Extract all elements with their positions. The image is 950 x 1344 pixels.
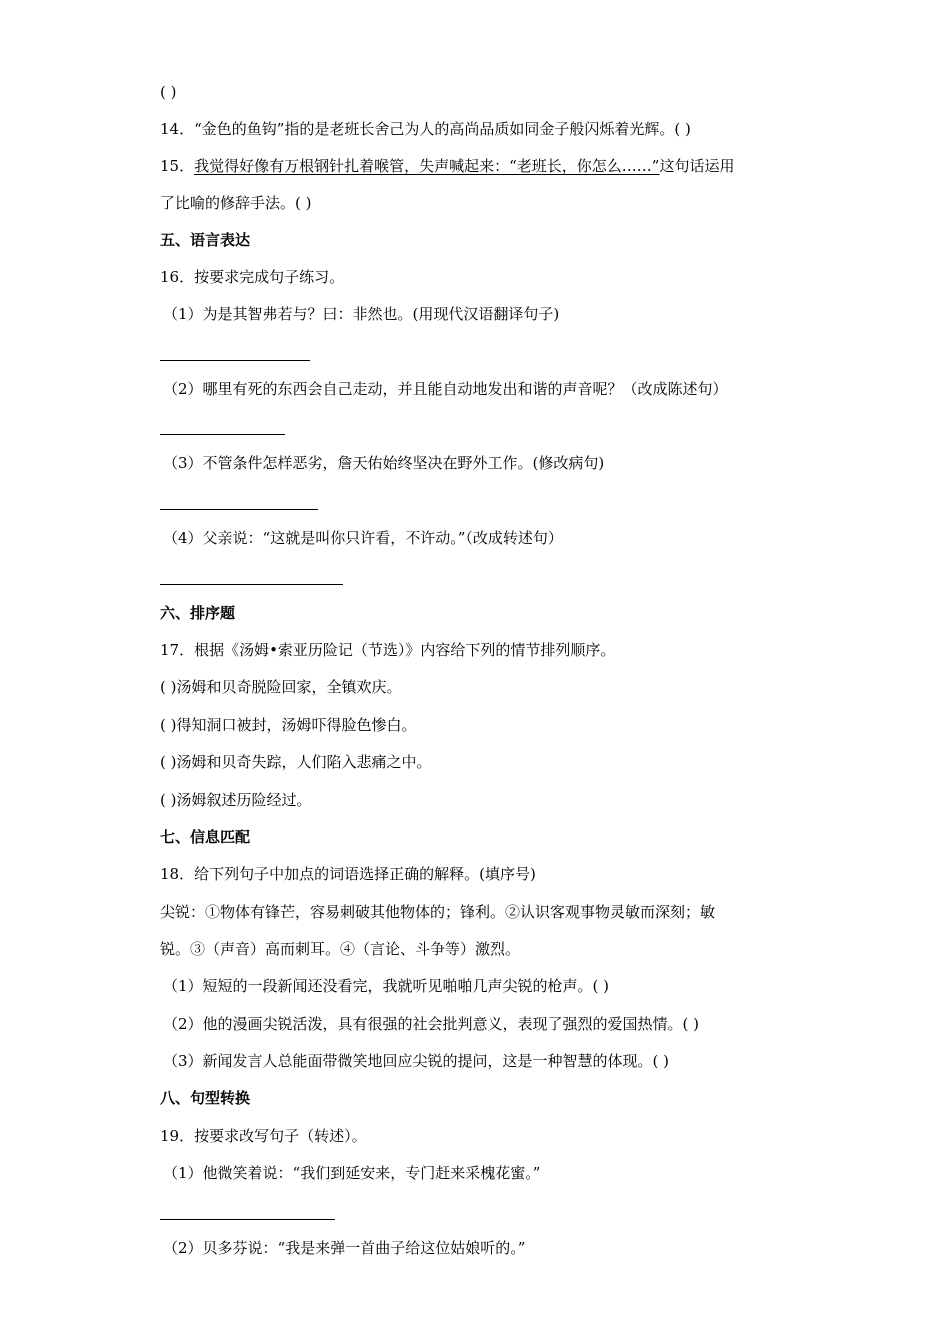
section-7-heading: 七、信息匹配 [160, 828, 251, 846]
question-18-1: （1）短短的一段新闻还没看完，我就听见啪啪几声尖锐的枪声。( ) [163, 977, 610, 995]
question-16-1: （1）为是其智弗若与？曰：非然也。(用现代汉语翻译句子) [163, 305, 560, 323]
question-18: 18．给下列句子中加点的词语选择正确的解释。(填序号) [160, 865, 536, 883]
question-18-3: （3）新闻发言人总能面带微笑地回应尖锐的提问，这是一种智慧的体现。( ) [163, 1052, 670, 1070]
question-17: 17．根据《汤姆•索亚历险记（节选）》内容给下列的情节排列顺序。 [160, 641, 616, 659]
question-17-item-d: ( )汤姆叙述历险经过。 [160, 791, 312, 809]
question-16-4: （4）父亲说：“这就是叫你只许看，不许动。”（改成转述句） [163, 529, 563, 547]
answer-line-16-1[interactable] [160, 360, 310, 361]
question-15 [160, 156, 734, 176]
question-17-item-a: ( )汤姆和贝奇脱险回家，全镇欢庆。 [160, 678, 402, 696]
section-5-heading: 五、语言表达 [160, 231, 251, 249]
question-18-definition-line-1: 尖锐：①物体有锋芒，容易刺破其他物体的；锋利。②认识客观事物灵敏而深刻；敏 [160, 903, 716, 921]
question-15-line-2: 了比喻的修辞手法。( ) [160, 194, 312, 212]
question-15-underlined-sentence: 我觉得好像有万根钢针扎着喉管，失声喊起来：“老班长，你怎么……” [194, 157, 660, 175]
question-17-item-c: ( )汤姆和贝奇失踪，人们陷入悲痛之中。 [160, 753, 432, 771]
answer-line-19-1[interactable] [160, 1219, 335, 1220]
question-17-item-b: ( )得知洞口被封，汤姆吓得脸色惨白。 [160, 716, 417, 734]
question-16-3: （3）不管条件怎样恶劣，詹天佑始终坚决在野外工作。(修改病句) [163, 454, 605, 472]
question-14: 14．“金色的鱼钩”指的是老班长舍己为人的高尚品质如同金子般闪烁着光辉。( ) [160, 120, 691, 138]
section-6-heading: 六、排序题 [160, 604, 236, 622]
question-19: 19．按要求改写句子（转述）。 [160, 1127, 367, 1145]
question-16: 16．按要求完成句子练习。 [160, 268, 345, 286]
answer-paren-continued: ( ) [160, 83, 177, 101]
section-8-heading: 八、句型转换 [160, 1089, 251, 1107]
answer-line-16-4[interactable] [160, 584, 343, 585]
answer-line-16-2[interactable] [160, 434, 285, 435]
question-15-number: 15． [160, 157, 195, 175]
question-19-1: （1）他微笑着说：“我们到延安来，专门赶来采槐花蜜。” [163, 1164, 541, 1182]
question-18-definition-line-2: 锐。③（声音）高而刺耳。④（言论、斗争等）激烈。 [160, 940, 521, 958]
question-16-2: （2）哪里有死的东西会自己走动，并且能自动地发出和谐的声音呢？（改成陈述句） [163, 380, 728, 398]
answer-line-16-3[interactable] [160, 509, 318, 510]
question-18-2: （2）他的漫画尖锐活泼，具有很强的社会批判意义，表现了强烈的爱国热情。( ) [163, 1015, 700, 1033]
question-15-suffix: 这句话运用 [659, 157, 735, 175]
question-19-2: （2）贝多芬说：“我是来弹一首曲子给这位姑娘听的。” [163, 1239, 526, 1257]
